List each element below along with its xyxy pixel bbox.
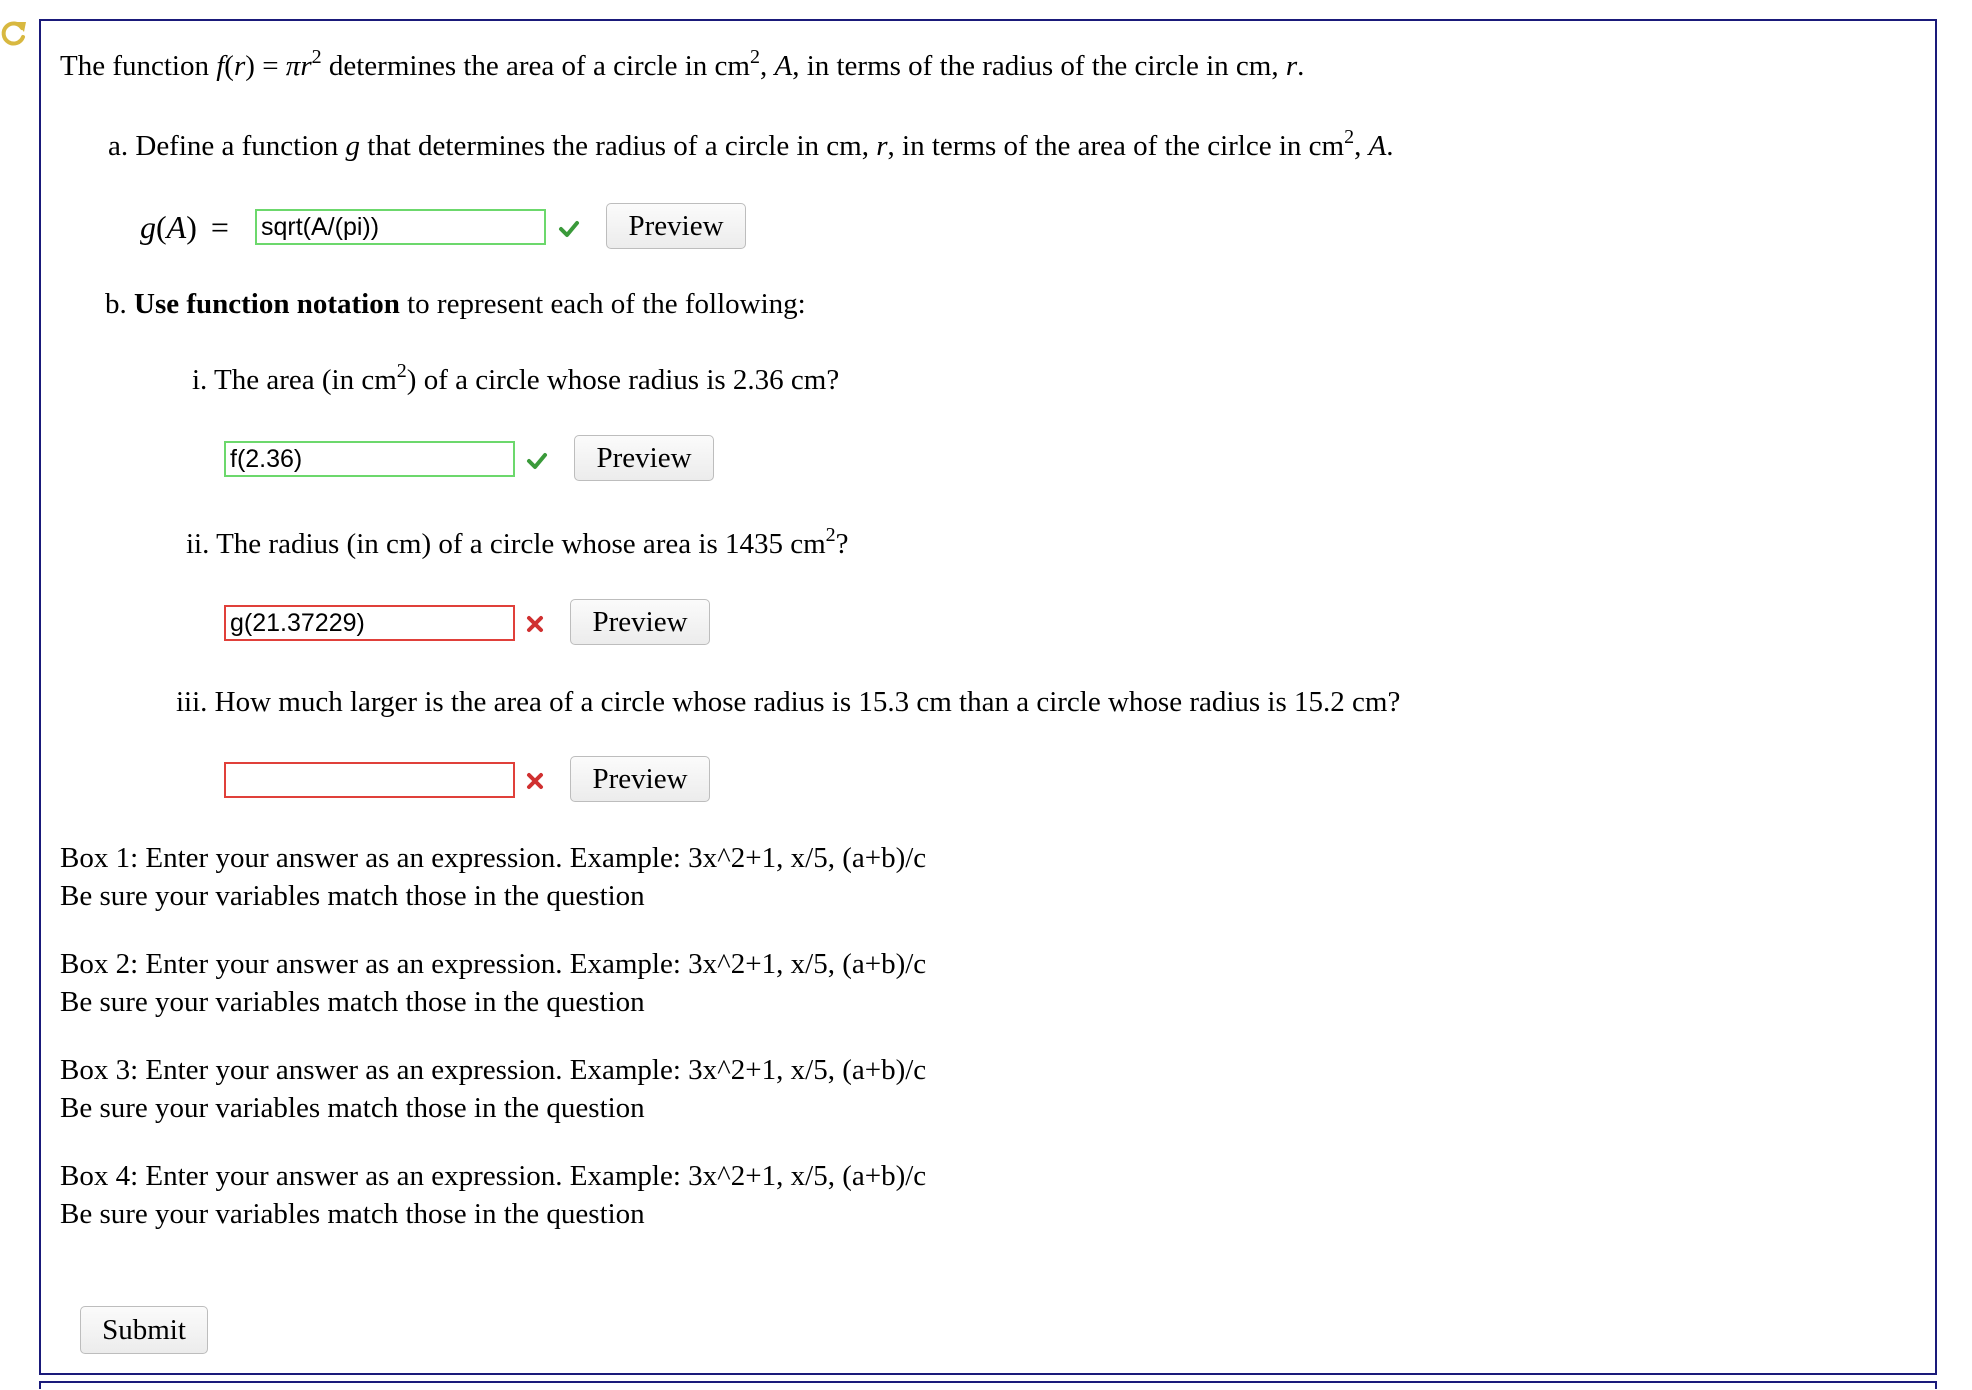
hint-box-2: Box 2: Enter your answer as an expression. Example: 3x^2+1, x/5, (a+b)/c	[60, 948, 927, 980]
checkmark-icon	[526, 450, 548, 472]
hint-box-3: Box 3: Enter your answer as an expression. Example: 3x^2+1, x/5, (a+b)/c	[60, 1054, 927, 1086]
hint-box-1: Box 1: Enter your answer as an expression. Example: 3x^2+1, x/5, (a+b)/c	[60, 842, 927, 874]
question-iii-text: iii. How much larger is the area of a circle whose radius is 15.3 cm than a circle whose radius is 15.2 cm?	[176, 686, 1401, 718]
preview-button-3[interactable]: Preview	[570, 599, 710, 645]
checkmark-icon	[558, 218, 580, 240]
answer-box-1[interactable]: sqrt(A/(pi))	[255, 209, 546, 245]
intro-text: The function $f(r) = \pi r^2$ determines the area of a circle in $cm^2$, A, in terms of the radius of the circle in cm, r.	[60, 46, 1305, 82]
question-ii-text: ii. The radius (in cm) of a circle whose area is 1435 $cm^2$?	[186, 524, 849, 560]
hint-box-4-note: Be sure your variables match those in the question	[60, 1198, 645, 1230]
hint-box-4: Box 4: Enter your answer as an expression. Example: 3x^2+1, x/5, (a+b)/c	[60, 1160, 927, 1192]
hint-box-1-note: Be sure your variables match those in the question	[60, 880, 645, 912]
part-a-text: a. Define a function g that determines the radius of a circle in cm, r, in terms of the area of the cirlce in $cm^2$, A.	[108, 126, 1394, 162]
answer-box-2[interactable]: f(2.36)	[224, 441, 515, 477]
refresh-icon[interactable]	[0, 19, 28, 47]
answer-box-4[interactable]	[224, 762, 515, 798]
hint-box-3-note: Be sure your variables match those in the question	[60, 1092, 645, 1124]
hint-box-2-note: Be sure your variables match those in the question	[60, 986, 645, 1018]
part-b-text: b. Use function notation to represent each of the following:	[105, 288, 806, 320]
preview-button-2[interactable]: Preview	[574, 435, 714, 481]
x-mark-icon	[524, 770, 546, 792]
submit-button[interactable]: Submit	[80, 1306, 208, 1354]
next-panel-edge	[39, 1381, 1937, 1389]
g-of-a-label: g(A) =	[140, 209, 229, 245]
question-i-text: i. The area (in $cm^2$) of a circle whose radius is 2.36 cm?	[192, 360, 840, 396]
preview-button-1[interactable]: Preview	[606, 203, 746, 249]
preview-button-4[interactable]: Preview	[570, 756, 710, 802]
answer-box-3[interactable]: g(21.37229)	[224, 605, 515, 641]
x-mark-icon	[524, 613, 546, 635]
